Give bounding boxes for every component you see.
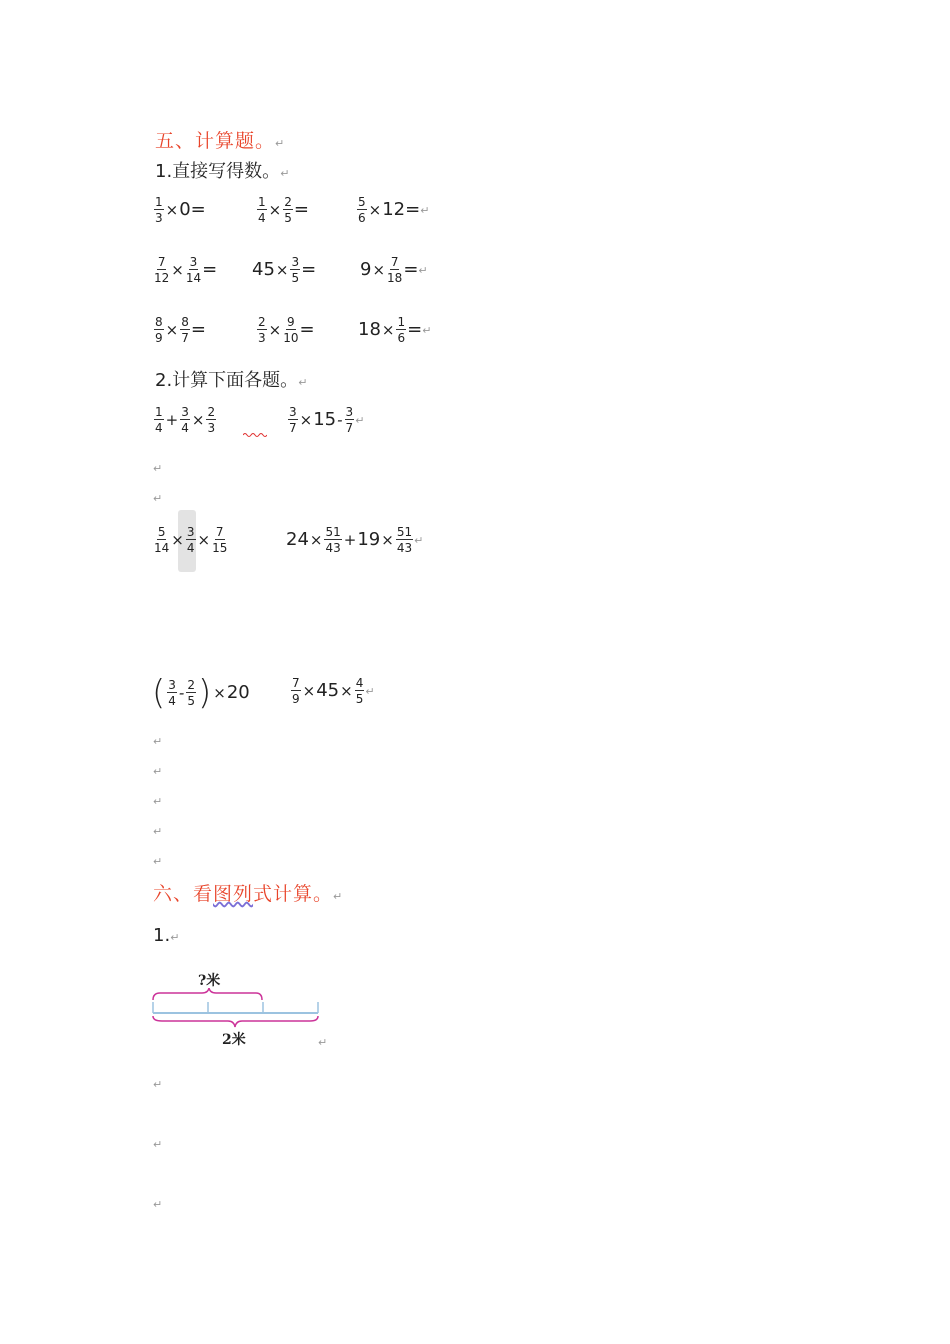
fraction: $\frac{7}{18}$ — [387, 255, 403, 285]
question-1-title: 1.直接写得数。↵ — [155, 161, 290, 182]
calc-1: $\frac{1}{4}$ + $\frac{3}{4}$ × $\frac{2}{3}$ — [155, 405, 216, 435]
fraction: $\frac{51}{43}$ — [325, 525, 341, 555]
fraction: $\frac{7}{15}$ — [212, 525, 228, 555]
paragraph-mark: ↵ — [318, 1036, 328, 1049]
expr-r1-a: $\frac{1}{3}$ × 0= — [155, 195, 206, 225]
fraction: $\frac{2}{5}$ — [187, 678, 195, 708]
fraction: $\frac{1}{3}$ — [155, 195, 163, 225]
paragraph-mark: ↵ — [153, 1198, 163, 1211]
fraction: $\frac{3}{7}$ — [345, 405, 354, 435]
spellcheck-squiggle — [243, 432, 267, 438]
fraction: $\frac{5}{14}$ — [154, 525, 170, 555]
fraction: $\frac{3}{5}$ — [291, 255, 300, 285]
paragraph-mark: ↵ — [153, 1078, 163, 1091]
calc-3: $\frac{5}{14}$ × $\frac{3}{4}$ × $\frac{7}{15}$ — [154, 525, 228, 555]
bottom-brace — [153, 1016, 318, 1027]
fraction: $\frac{7}{12}$ — [154, 255, 170, 285]
paragraph-mark: ↵ — [153, 1138, 163, 1151]
fraction: $\frac{3}{7}$ — [289, 405, 297, 435]
fraction: $\frac{7}{9}$ — [292, 676, 300, 706]
calc-6: $\frac{7}{9}$ × 45 × $\frac{4}{5}$ ↵ — [292, 676, 375, 706]
fraction: $\frac{3}{4}$ — [186, 525, 195, 555]
expr-r3-b: $\frac{2}{3}$ × $\frac{9}{10}$ = — [258, 315, 315, 345]
fraction: $\frac{1}{6}$ — [397, 315, 406, 345]
fraction: $\frac{2}{3}$ — [207, 405, 216, 435]
expr-r2-c: 9 × $\frac{7}{18}$ = ↵ — [360, 255, 428, 285]
fraction: $\frac{8}{9}$ — [155, 315, 163, 345]
calc-5: ( $\frac{3}{4}$ - $\frac{2}{5}$ ) × 20 — [152, 673, 250, 713]
diagram-top-label: ?米 — [198, 973, 221, 989]
fraction: $\frac{3}{14}$ — [185, 255, 202, 285]
expr-r3-a: $\frac{8}{9}$ × $\frac{8}{7}$ = — [155, 315, 206, 345]
paragraph-mark: ↵ — [153, 855, 163, 868]
fraction: $\frac{3}{4}$ — [181, 405, 189, 435]
fraction: $\frac{1}{4}$ — [258, 195, 266, 225]
fraction: $\frac{1}{4}$ — [155, 405, 163, 435]
section-5-heading: 五、计算题。↵ — [155, 130, 286, 152]
fraction: $\frac{9}{10}$ — [283, 315, 299, 345]
paragraph-mark: ↵ — [153, 795, 163, 808]
fraction: $\frac{4}{5}$ — [355, 676, 364, 706]
calc-4: 24 × $\frac{51}{43}$ + 19 × $\frac{51}{43}$ ↵ — [286, 525, 424, 555]
paragraph-mark: ↵ — [153, 765, 163, 778]
expr-r2-a: $\frac{7}{12}$ × $\frac{3}{14}$ = — [154, 255, 218, 285]
paragraph-mark: ↵ — [153, 825, 163, 838]
segment-diagram — [150, 988, 322, 1028]
expr-r3-c: 18 × $\frac{1}{6}$ = ↵ — [358, 315, 432, 345]
expr-r2-b: 45 × $\frac{3}{5}$ = — [252, 255, 317, 285]
fraction: $\frac{51}{43}$ — [396, 525, 413, 555]
calc-2: $\frac{3}{7}$ × 15 - $\frac{3}{7}$ ↵ — [289, 405, 365, 435]
fraction: $\frac{3}{4}$ — [168, 678, 176, 708]
fraction: $\frac{5}{6}$ — [358, 195, 366, 225]
fraction: $\frac{2}{3}$ — [258, 315, 266, 345]
fraction: $\frac{8}{7}$ — [181, 315, 189, 345]
question-2-title: 2.计算下面各题。↵ — [155, 370, 308, 391]
section-6-heading: 六、看图列式计算。↵ — [153, 883, 344, 905]
question-label: 1.↵ — [153, 925, 180, 946]
paragraph-mark: ↵ — [153, 735, 163, 748]
diagram-bottom-label: 2米 — [222, 1032, 246, 1048]
expr-r1-c: $\frac{5}{6}$ × 12= ↵ — [358, 195, 430, 225]
paragraph-mark: ↵ — [153, 462, 163, 475]
expr-r1-b: $\frac{1}{4}$ × $\frac{2}{5}$ = — [258, 195, 309, 225]
fraction: $\frac{2}{5}$ — [284, 195, 292, 225]
top-brace — [153, 988, 262, 1000]
paragraph-mark: ↵ — [153, 492, 163, 505]
